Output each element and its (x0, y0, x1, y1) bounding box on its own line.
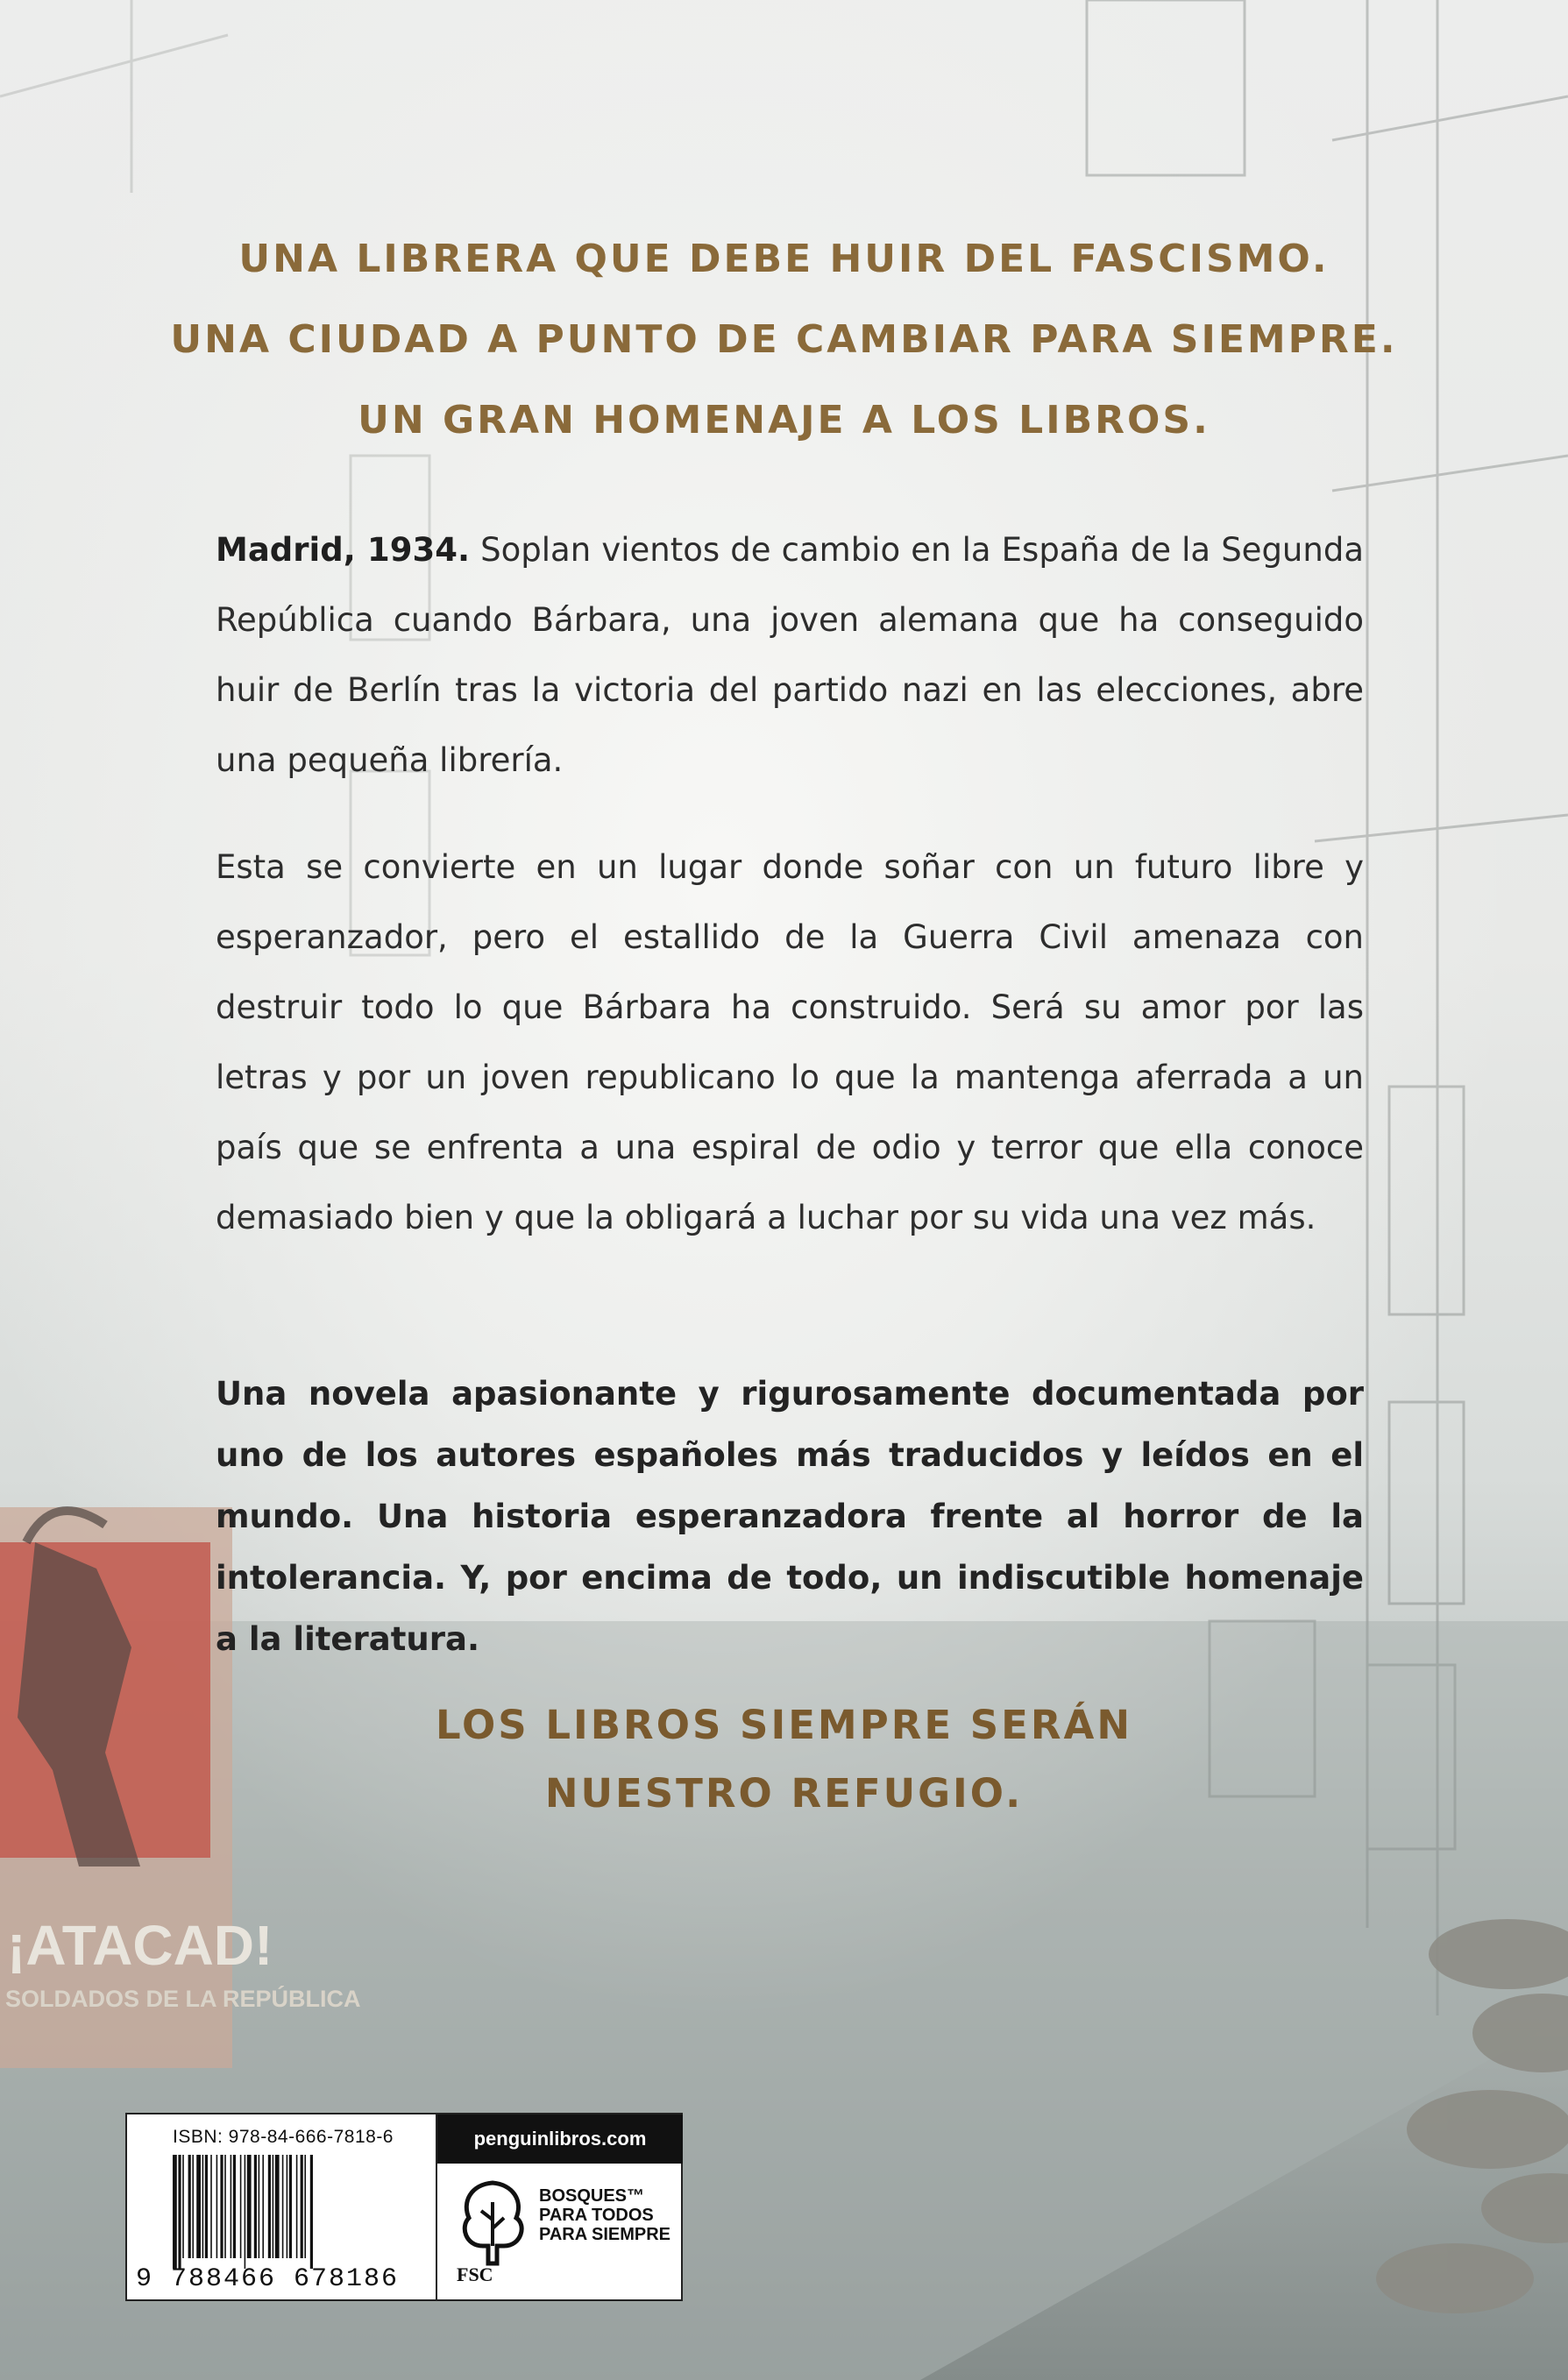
barcode-bar (182, 2155, 184, 2258)
synopsis-text-1: Soplan vientos de cambio en la España de la Segunda República cuando Bárbara, una joven alemana que ha conseguido huir de Berlín tras la victoria del partido nazi en las elecciones, abre una pequeña librería. (216, 531, 1364, 779)
barcode-bar (296, 2155, 298, 2258)
fsc-slogan (539, 2186, 670, 2244)
poster-subline: SOLDADOS DE LA REPÚBLICA (5, 1986, 361, 2012)
barcode-bar (196, 2155, 201, 2258)
barcode-bar (310, 2155, 313, 2269)
barcode-bar (275, 2155, 280, 2258)
barcode-bar (247, 2155, 252, 2258)
isbn-barcode-area (127, 2114, 436, 2299)
barcode-bar (233, 2155, 236, 2258)
fsc-label: FSC (457, 2263, 493, 2285)
review-paragraph: Una novela apasionante y rigurosamente documentada por uno de los autores españoles más traducidos y leídos en el mundo. Una historia esperanzadora frente al horror de la intolerancia. Y, por encima de todo, un indiscutible homenaje a la literatura. (216, 1375, 1364, 1658)
poster-headline: ¡ATACAD! (7, 1914, 273, 1977)
closing-line-1: LOS LIBROS SIEMPRE SERÁN (435, 1702, 1133, 1748)
barcode-bar (188, 2155, 191, 2258)
barcode-bar (254, 2155, 257, 2258)
barcode-bar (231, 2155, 232, 2258)
barcode-bar (268, 2155, 271, 2258)
barcode-bar (301, 2155, 303, 2258)
closing-line-2: NUESTRO REFUGIO. (544, 1770, 1024, 1817)
synopsis-lead: Madrid, 1934. (216, 531, 471, 569)
barcode-bar (262, 2155, 264, 2258)
barcode-bar (220, 2155, 223, 2258)
barcode-bar (289, 2155, 292, 2258)
barcode-bar (178, 2155, 181, 2269)
barcode-bar (173, 2155, 177, 2269)
barcode-bar (273, 2155, 274, 2258)
fsc-slogan-line-3: PARA SIEMPRE (539, 2225, 671, 2244)
barcode-bar (245, 2155, 246, 2269)
fsc-slogan-line-1: BOSQUES™ (539, 2186, 645, 2206)
barcode-bar (210, 2155, 212, 2258)
tagline-1: UNA LIBRERA QUE DEBE HUIR DEL FASCISMO. (238, 237, 1330, 281)
barcode-bar (202, 2155, 204, 2258)
barcode-bar (282, 2155, 284, 2258)
tagline-3: UN GRAN HOMENAJE A LOS LIBROS. (358, 398, 1210, 443)
synopsis-paragraph-1 (216, 515, 1364, 796)
barcode-bar (240, 2155, 242, 2258)
isbn-label: ISBN: 978-84-666-7818-6 (173, 2127, 394, 2147)
barcode-bar (224, 2155, 226, 2258)
synopsis-paragraph-2: Esta se convierte en un lugar donde soñar con un futuro libre y esperanzador, pero el estallido de la Guerra Civil amenaza con destruir todo lo que Bárbara ha construido. Será su amor por las letras y por un joven republicano lo que la mantenga aferrada a un país que se enfrenta a una espiral de odio y terror que ella conoce demasiado bien y que la obligará a luchar por su vida una vez más. (216, 848, 1364, 1236)
barcode-bars (173, 2155, 429, 2269)
barcode-digits: 9 788466 678186 (136, 2264, 400, 2294)
publisher-website: penguinlibros.com (437, 2114, 683, 2164)
publisher-area (436, 2114, 683, 2299)
barcode-bar (216, 2155, 218, 2258)
barcode-bar (304, 2155, 306, 2258)
barcode-bar (205, 2155, 208, 2258)
barcode-bar (287, 2155, 288, 2258)
tagline-2: UNA CIUDAD A PUNTO DE CAMBIAR PARA SIEMPRE. (170, 317, 1398, 362)
barcode-bar (259, 2155, 260, 2258)
fsc-slogan-line-2: PARA TODOS (539, 2206, 654, 2225)
barcode-bar (192, 2155, 194, 2258)
barcode-panel (125, 2113, 683, 2301)
